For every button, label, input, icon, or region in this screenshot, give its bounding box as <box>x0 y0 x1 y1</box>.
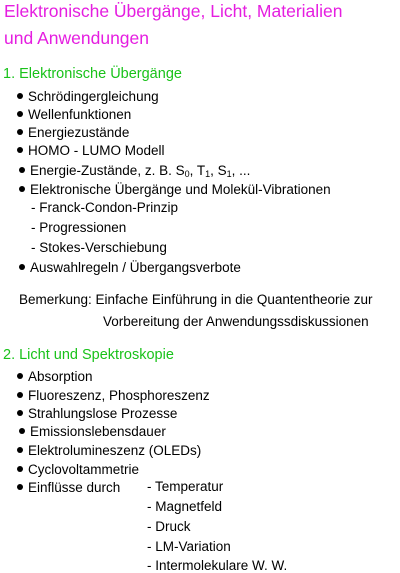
list-item: Absorption <box>17 369 93 384</box>
list-item: Elektronische Übergänge und Molekül-Vibrationen <box>19 182 331 197</box>
sub-item: - Intermolekulare W. W. <box>147 558 288 573</box>
list-item: Emissionslebensdauer <box>19 424 166 439</box>
bullet-icon <box>17 392 23 398</box>
bullet-icon <box>17 484 23 490</box>
page-title-line1: Elektronische Übergänge, Licht, Materialien <box>4 1 343 21</box>
bullet-icon <box>17 111 23 117</box>
list-item: HOMO - LUMO Modell <box>17 143 165 158</box>
bullet-icon <box>17 466 23 472</box>
bullet-icon <box>19 264 25 270</box>
sub-item: - Magnetfeld <box>147 499 223 514</box>
bullet-icon <box>19 167 25 173</box>
list-item: Energiezustände <box>17 125 129 140</box>
note-line2: Vorbereitung der Anwendungssdiskussionen <box>103 314 369 329</box>
sub-item: - LM-Variation <box>147 539 231 554</box>
bullet-icon <box>17 447 23 453</box>
bullet-icon <box>19 186 25 192</box>
sub-item: - Progressionen <box>31 220 127 235</box>
list-item: Wellenfunktionen <box>17 107 131 122</box>
sub-item: - Franck-Condon-Prinzip <box>31 200 179 215</box>
list-item: Schrödingergleichung <box>17 89 159 104</box>
bullet-icon <box>17 129 23 135</box>
section1-heading: 1. Elektronische Übergänge <box>3 66 182 82</box>
page-title-line2: und Anwendungen <box>4 28 149 48</box>
bullet-icon <box>17 147 23 153</box>
section2-heading: 2. Licht und Spektroskopie <box>3 347 174 363</box>
note-line1: Bemerkung: Einfache Einführung in die Quantentheorie zur <box>19 292 373 307</box>
list-item: Auswahlregeln / Übergangsverbote <box>19 260 241 275</box>
list-item: Fluoreszenz, Phosphoreszenz <box>17 388 210 403</box>
bullet-icon <box>17 93 23 99</box>
bullet-icon <box>17 373 23 379</box>
list-item-energy-states: Energie-Zustände, z. B. $S_0$, $T_1$, $S_1$, ... <box>19 163 250 178</box>
sub-item: - Temperatur <box>147 479 224 494</box>
bullet-icon <box>17 410 23 416</box>
sub-item: - Druck <box>147 519 191 534</box>
list-item: Elektrolumineszenz (OLEDs) <box>17 443 201 458</box>
list-item-influences: Einflüsse durch <box>17 480 120 495</box>
list-item: Strahlungslose Prozesse <box>17 406 177 421</box>
sub-item: - Stokes-Verschiebung <box>31 240 167 255</box>
list-item: Cyclovoltammetrie <box>17 462 139 477</box>
bullet-icon <box>19 428 25 434</box>
